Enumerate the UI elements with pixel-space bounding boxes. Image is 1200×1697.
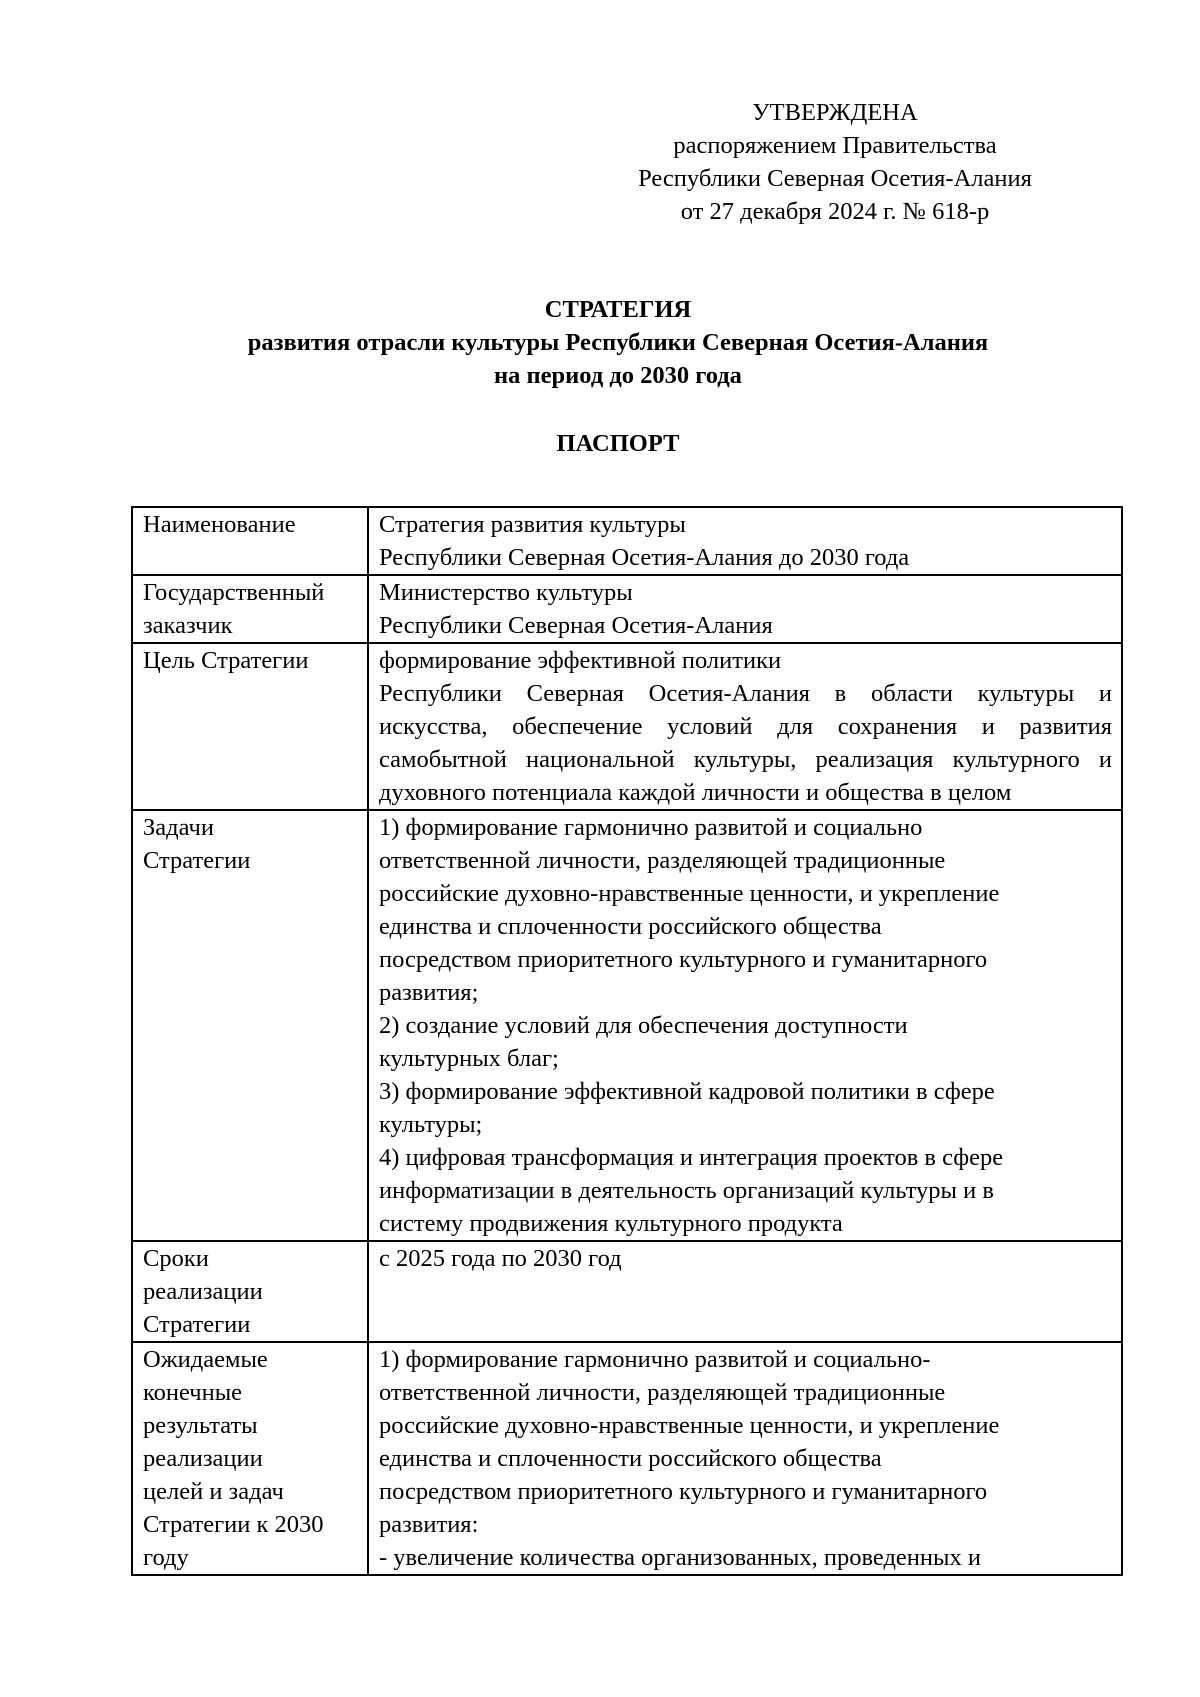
value-line: с 2025 года по 2030 год bbox=[379, 1245, 622, 1272]
value-line: культурных благ; bbox=[379, 1045, 559, 1072]
label-line: результаты bbox=[143, 1412, 258, 1439]
value-line: 1) формирование гармонично развитой и социально- bbox=[379, 1346, 931, 1373]
table-row-tasks bbox=[132, 810, 1122, 1241]
value-line: развития: bbox=[379, 1511, 479, 1538]
approval-date-number: от 27 декабря 2024 г. № 618-р bbox=[680, 198, 990, 225]
title-line-3: на период до 2030 года bbox=[494, 362, 742, 389]
value-line: 4) цифровая трансформация и интеграция проектов в сфере bbox=[379, 1144, 1004, 1171]
row-label bbox=[132, 575, 368, 643]
value-line: Стратегия развития культуры bbox=[379, 511, 686, 538]
value-line: Республики Северная Осетия-Алания bbox=[379, 612, 773, 639]
row-value bbox=[368, 1342, 1122, 1575]
value-line: культуры; bbox=[379, 1111, 483, 1138]
value-line: посредством приоритетного культурного и гуманитарного bbox=[379, 1478, 988, 1505]
document-title bbox=[0, 293, 1200, 392]
table-row-period bbox=[132, 1241, 1122, 1342]
passport-table bbox=[131, 506, 1123, 1576]
approval-order: распоряжением Правительства bbox=[673, 132, 997, 159]
row-label bbox=[132, 643, 368, 810]
value-line: посредством приоритетного культурного и гуманитарного bbox=[379, 946, 988, 973]
value-line: 1) формирование гармонично развитой и социально bbox=[379, 814, 923, 841]
value-line: единства и сплоченности российского общества bbox=[379, 913, 882, 940]
value-line: ответственной личности, разделяющей традиционные bbox=[379, 1379, 946, 1406]
row-value bbox=[368, 507, 1122, 575]
row-value bbox=[368, 810, 1122, 1241]
value-line: информатизации в деятельность организаций культуры и в bbox=[379, 1177, 994, 1204]
value-line: Министерство культуры bbox=[379, 579, 633, 606]
row-label bbox=[132, 1342, 368, 1575]
label-line: Цель Стратегии bbox=[143, 647, 309, 674]
value-line: единства и сплоченности российского общества bbox=[379, 1445, 882, 1472]
value-line: формирование эффективной политики bbox=[379, 647, 782, 674]
value-line: систему продвижения культурного продукта bbox=[379, 1210, 843, 1237]
passport-heading: ПАСПОРТ bbox=[556, 430, 680, 457]
goal-paragraph: Республики Северная Осетия-Алания в области культуры и искусства, обеспечение условий для сохранения и развития самобытной национальной культуры, реализация культурного и духовного потенциала каждой личности и общества в целом bbox=[379, 680, 1112, 806]
approval-title: УТВЕРЖДЕНА bbox=[752, 99, 918, 126]
label-line: Стратегии к 2030 bbox=[143, 1511, 324, 1538]
approval-issuer: Республики Северная Осетия-Алания bbox=[638, 165, 1032, 192]
value-line: развития; bbox=[379, 979, 479, 1006]
value-line: Республики Северная Осетия-Алания до 2030 года bbox=[379, 544, 910, 571]
row-value bbox=[368, 643, 1122, 810]
label-line: Наименование bbox=[143, 511, 296, 538]
label-line: заказчик bbox=[143, 612, 233, 639]
label-line: Стратегии bbox=[143, 847, 251, 874]
label-line: Государственный bbox=[143, 579, 325, 606]
value-line: российские духовно-нравственные ценности, и укрепление bbox=[379, 880, 1000, 907]
row-label bbox=[132, 507, 368, 575]
table-row-name bbox=[132, 507, 1122, 575]
value-line: ответственной личности, разделяющей традиционные bbox=[379, 847, 946, 874]
label-line: Задачи bbox=[143, 814, 214, 841]
table-row-customer bbox=[132, 575, 1122, 643]
value-line: 2) создание условий для обеспечения доступности bbox=[379, 1012, 908, 1039]
title-line-1: СТРАТЕГИЯ bbox=[544, 296, 692, 323]
row-label bbox=[132, 1241, 368, 1342]
value-line: - увеличение количества организованных, проведенных и bbox=[379, 1544, 981, 1571]
label-line: целей и задач bbox=[143, 1478, 284, 1505]
label-line: Ожидаемые bbox=[143, 1346, 268, 1373]
label-line: году bbox=[143, 1544, 189, 1571]
row-label bbox=[132, 810, 368, 1241]
label-line: Стратегии bbox=[143, 1311, 251, 1338]
value-line: российские духовно-нравственные ценности, и укрепление bbox=[379, 1412, 1000, 1439]
approval-stamp bbox=[600, 96, 1070, 228]
table-row-goal bbox=[132, 643, 1122, 810]
row-value bbox=[368, 1241, 1122, 1342]
label-line: конечные bbox=[143, 1379, 243, 1406]
table-row-results bbox=[132, 1342, 1122, 1575]
title-line-2: развития отрасли культуры Республики Северная Осетия-Алания bbox=[247, 329, 989, 356]
label-line: реализации bbox=[143, 1278, 263, 1305]
value-line: 3) формирование эффективной кадровой политики в сфере bbox=[379, 1078, 995, 1105]
row-value bbox=[368, 575, 1122, 643]
label-line: реализации bbox=[143, 1445, 263, 1472]
label-line: Сроки bbox=[143, 1245, 209, 1272]
